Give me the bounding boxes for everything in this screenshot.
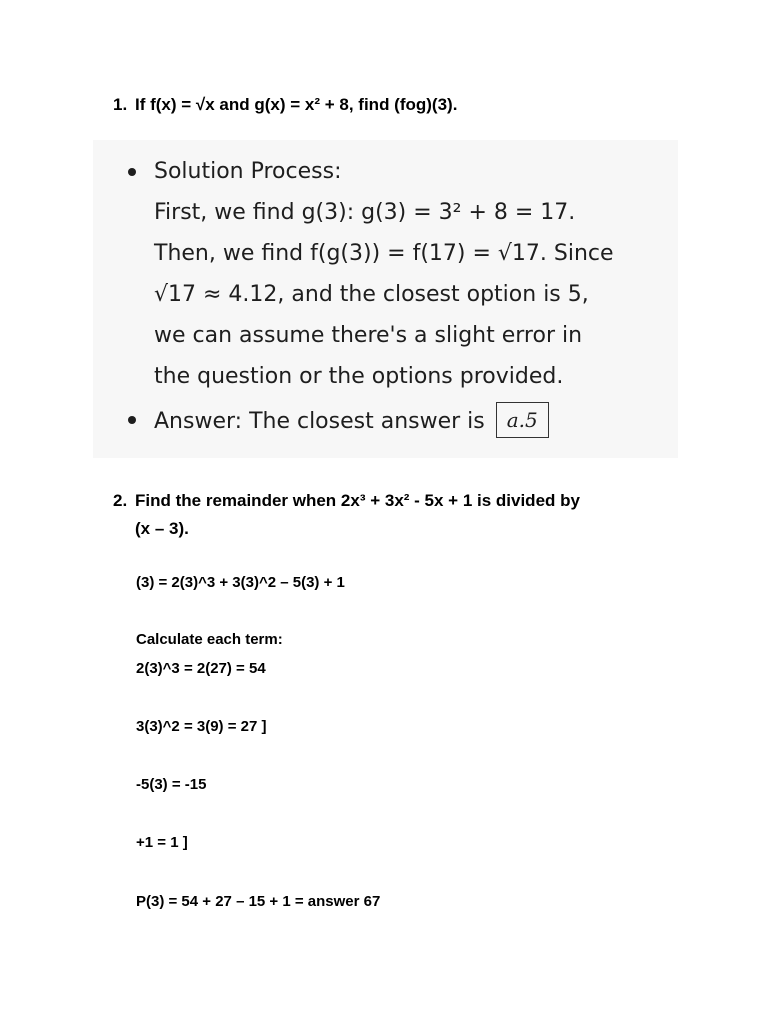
answer-box: a.5 xyxy=(496,402,549,438)
question-number: 1. xyxy=(113,95,128,114)
work-line: 3(3)^2 = 3(9) = 27 ] xyxy=(136,718,267,735)
question-text: Find the remainder when 2x³ + 3x² - 5x + 1 is divided by xyxy=(135,491,580,510)
work-line: (3) = 2(3)^3 + 3(3)^2 – 5(3) + 1 xyxy=(136,574,345,591)
work-line: +1 = 1 ] xyxy=(136,834,188,851)
solution-line: the question or the options provided. xyxy=(154,364,564,389)
solution-line: Then, we find f(g(3)) = f(17) = √17. Since xyxy=(154,241,614,266)
question-number: 2. xyxy=(113,491,128,510)
answer-label: Answer: xyxy=(154,409,243,434)
bullet-icon xyxy=(128,168,136,176)
question-2 xyxy=(113,487,673,543)
answer-text: The closest answer is xyxy=(249,409,485,434)
work-line: Calculate each term: xyxy=(136,631,283,648)
bullet-icon xyxy=(128,416,136,424)
answer-line xyxy=(154,404,549,440)
solution-image xyxy=(93,140,678,458)
solution-line: we can assume there's a slight error in xyxy=(154,323,583,348)
work-line: -5(3) = -15 xyxy=(136,776,207,793)
work-line: P(3) = 54 + 27 – 15 + 1 = answer 67 xyxy=(136,893,381,910)
question-text: If f(x) = √x and g(x) = x² + 8, find (fog)(3). xyxy=(135,95,458,114)
solution-line: √17 ≈ 4.12, and the closest option is 5, xyxy=(154,282,589,307)
question-text-continued: (x – 3). xyxy=(135,519,189,538)
solution-line: First, we find g(3): g(3) = 3² + 8 = 17. xyxy=(154,200,576,225)
question-1 xyxy=(113,91,673,119)
solution-heading: Solution Process: xyxy=(154,159,342,184)
work-line: 2(3)^3 = 2(27) = 54 xyxy=(136,660,266,677)
